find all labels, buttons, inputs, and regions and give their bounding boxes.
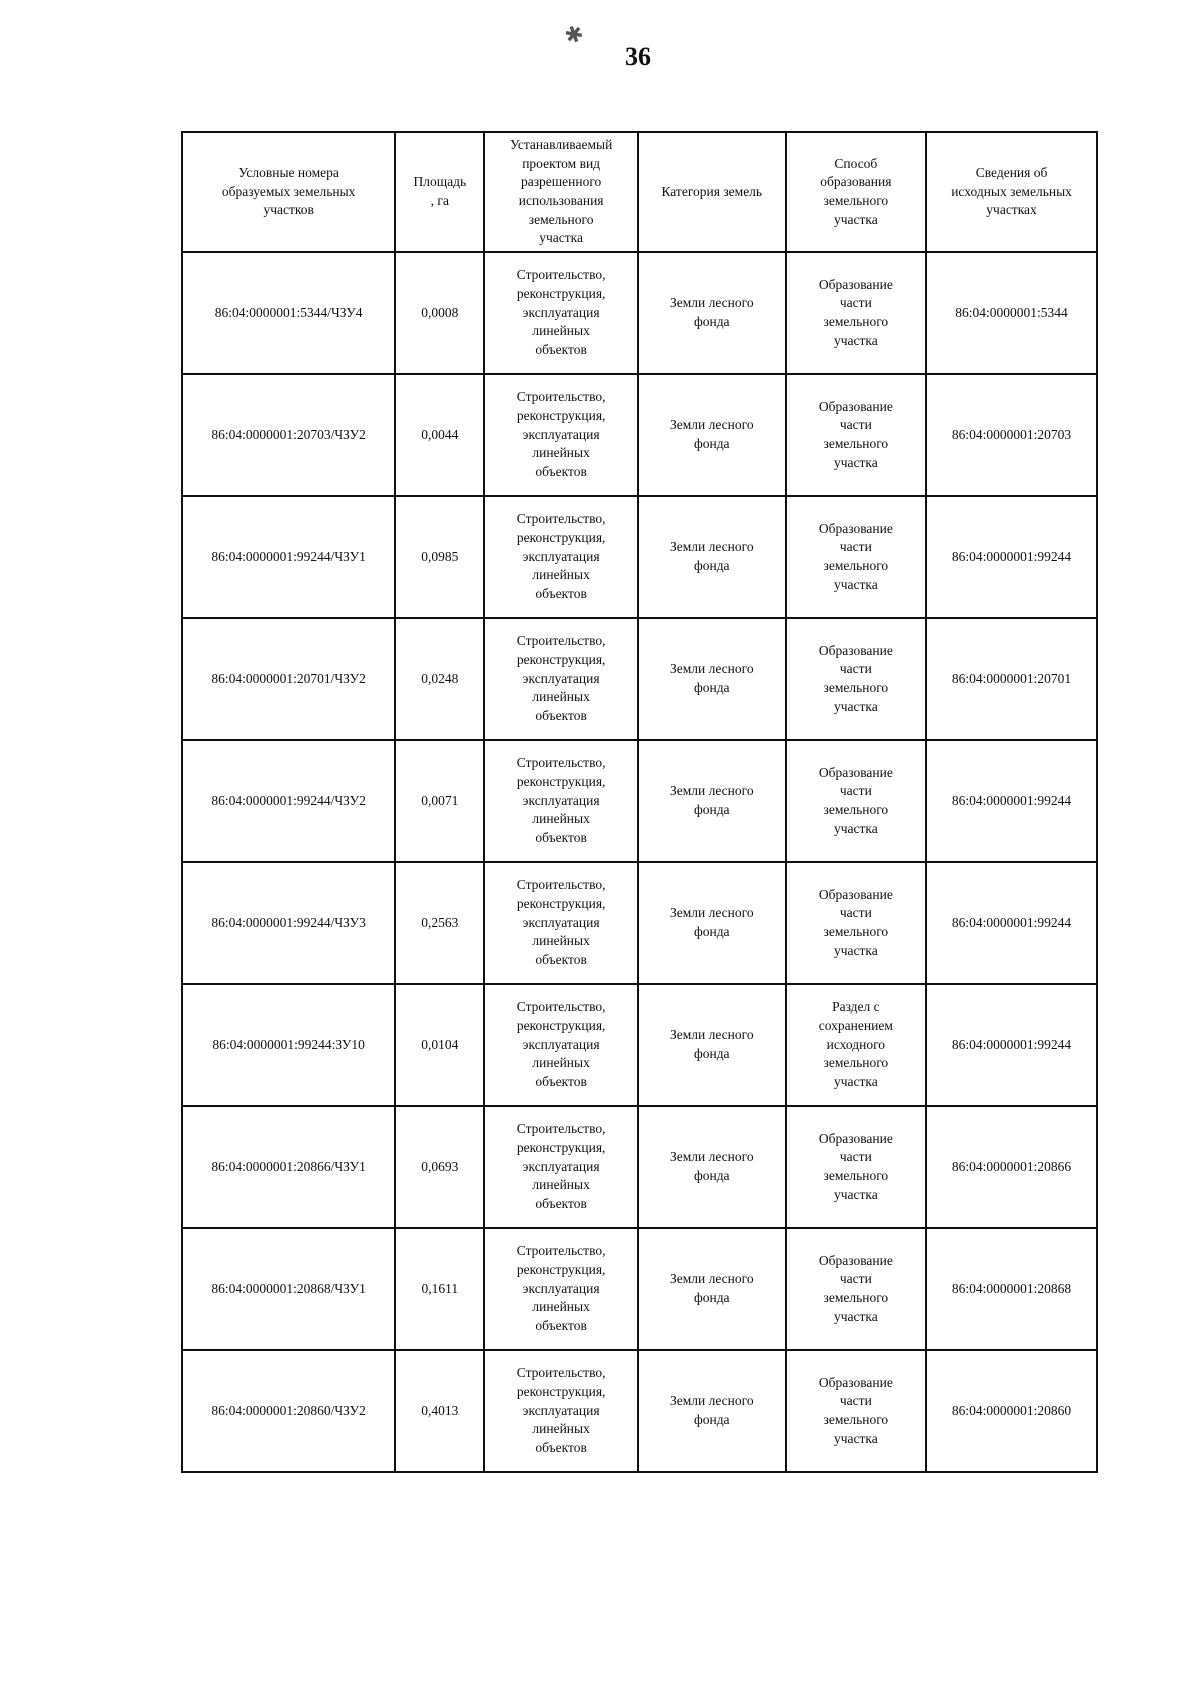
table-row — [182, 252, 1097, 374]
cell-plot-number: 86:04:0000001:20868/ЧЗУ1 — [182, 1228, 395, 1350]
cell-plot-number: 86:04:0000001:99244/ЧЗУ3 — [182, 862, 395, 984]
cell-plot-number: 86:04:0000001:99244:ЗУ10 — [182, 984, 395, 1106]
cell-formation-method: Образование части земельного участка — [786, 1228, 927, 1350]
cell-formation-method: Образование части земельного участка — [786, 496, 927, 618]
cell-permitted-use: Строительство, реконструкция, эксплуатация линейных объектов — [484, 1350, 638, 1472]
table-row — [182, 1350, 1097, 1472]
cell-plot-number: 86:04:0000001:5344/ЧЗУ4 — [182, 252, 395, 374]
cell-area: 0,0071 — [395, 740, 484, 862]
table-row — [182, 618, 1097, 740]
cell-formation-method: Образование части земельного участка — [786, 252, 927, 374]
cell-land-category: Земли лесного фонда — [638, 252, 786, 374]
cell-source-plot: 86:04:0000001:99244 — [926, 862, 1097, 984]
cell-plot-number: 86:04:0000001:99244/ЧЗУ1 — [182, 496, 395, 618]
cell-land-category: Земли лесного фонда — [638, 374, 786, 496]
cell-area: 0,2563 — [395, 862, 484, 984]
cell-plot-number: 86:04:0000001:20866/ЧЗУ1 — [182, 1106, 395, 1228]
cell-permitted-use: Строительство, реконструкция, эксплуатация линейных объектов — [484, 740, 638, 862]
cell-plot-number: 86:04:0000001:20701/ЧЗУ2 — [182, 618, 395, 740]
cell-source-plot: 86:04:0000001:99244 — [926, 984, 1097, 1106]
cell-land-category: Земли лесного фонда — [638, 496, 786, 618]
table-row — [182, 1106, 1097, 1228]
cell-source-plot: 86:04:0000001:20703 — [926, 374, 1097, 496]
header-permitted-use: Устанавливаемый проектом вид разрешенного использования земельного участка — [484, 132, 638, 252]
cell-source-plot: 86:04:0000001:5344 — [926, 252, 1097, 374]
cell-source-plot: 86:04:0000001:20860 — [926, 1350, 1097, 1472]
cell-land-category: Земли лесного фонда — [638, 862, 786, 984]
cell-land-category: Земли лесного фонда — [638, 1350, 786, 1472]
table-row — [182, 496, 1097, 618]
header-area: Площадь , га — [395, 132, 484, 252]
table-header — [182, 132, 1097, 252]
page-number: 36 — [625, 42, 651, 71]
cell-permitted-use: Строительство, реконструкция, эксплуатация линейных объектов — [484, 618, 638, 740]
cell-land-category: Земли лесного фонда — [638, 984, 786, 1106]
cell-permitted-use: Строительство, реконструкция, эксплуатация линейных объектов — [484, 1106, 638, 1228]
cell-source-plot: 86:04:0000001:20866 — [926, 1106, 1097, 1228]
cell-source-plot: 86:04:0000001:99244 — [926, 496, 1097, 618]
cell-area: 0,4013 — [395, 1350, 484, 1472]
header-row — [182, 132, 1097, 252]
cell-permitted-use: Строительство, реконструкция, эксплуатация линейных объектов — [484, 984, 638, 1106]
cell-formation-method: Образование части земельного участка — [786, 374, 927, 496]
cell-permitted-use: Строительство, реконструкция, эксплуатация линейных объектов — [484, 496, 638, 618]
header-plot-number: Условные номера образуемых земельных участков — [182, 132, 395, 252]
cell-area: 0,0008 — [395, 252, 484, 374]
cell-formation-method: Образование части земельного участка — [786, 1106, 927, 1228]
cell-source-plot: 86:04:0000001:99244 — [926, 740, 1097, 862]
cell-permitted-use: Строительство, реконструкция, эксплуатация линейных объектов — [484, 862, 638, 984]
cell-formation-method: Образование части земельного участка — [786, 1350, 927, 1472]
cell-land-category: Земли лесного фонда — [638, 740, 786, 862]
cell-formation-method: Образование части земельного участка — [786, 862, 927, 984]
cell-plot-number: 86:04:0000001:20860/ЧЗУ2 — [182, 1350, 395, 1472]
cell-permitted-use: Строительство, реконструкция, эксплуатация линейных объектов — [484, 374, 638, 496]
cell-area: 0,0693 — [395, 1106, 484, 1228]
header-formation-method: Способ образования земельного участка — [786, 132, 927, 252]
cell-area: 0,0985 — [395, 496, 484, 618]
cell-source-plot: 86:04:0000001:20701 — [926, 618, 1097, 740]
cell-permitted-use: Строительство, реконструкция, эксплуатация линейных объектов — [484, 1228, 638, 1350]
table-row — [182, 1228, 1097, 1350]
table-row — [182, 862, 1097, 984]
cell-area: 0,0104 — [395, 984, 484, 1106]
header-land-category: Категория земель — [638, 132, 786, 252]
cell-plot-number: 86:04:0000001:99244/ЧЗУ2 — [182, 740, 395, 862]
cell-source-plot: 86:04:0000001:20868 — [926, 1228, 1097, 1350]
table-row — [182, 374, 1097, 496]
cell-land-category: Земли лесного фонда — [638, 1228, 786, 1350]
cell-formation-method: Раздел с сохранением исходного земельного участка — [786, 984, 927, 1106]
table-row — [182, 984, 1097, 1106]
table-row — [182, 740, 1097, 862]
cell-land-category: Земли лесного фонда — [638, 1106, 786, 1228]
table-body — [182, 252, 1097, 1472]
cell-area: 0,0044 — [395, 374, 484, 496]
cell-plot-number: 86:04:0000001:20703/ЧЗУ2 — [182, 374, 395, 496]
cell-area: 0,1611 — [395, 1228, 484, 1350]
header-source-plots: Сведения об исходных земельных участках — [926, 132, 1097, 252]
cell-formation-method: Образование части земельного участка — [786, 618, 927, 740]
cell-area: 0,0248 — [395, 618, 484, 740]
cell-land-category: Земли лесного фонда — [638, 618, 786, 740]
land-plots-table — [181, 131, 1098, 1473]
cell-permitted-use: Строительство, реконструкция, эксплуатация линейных объектов — [484, 252, 638, 374]
scan-artifact-mark: ✱ — [561, 19, 587, 50]
cell-formation-method: Образование части земельного участка — [786, 740, 927, 862]
